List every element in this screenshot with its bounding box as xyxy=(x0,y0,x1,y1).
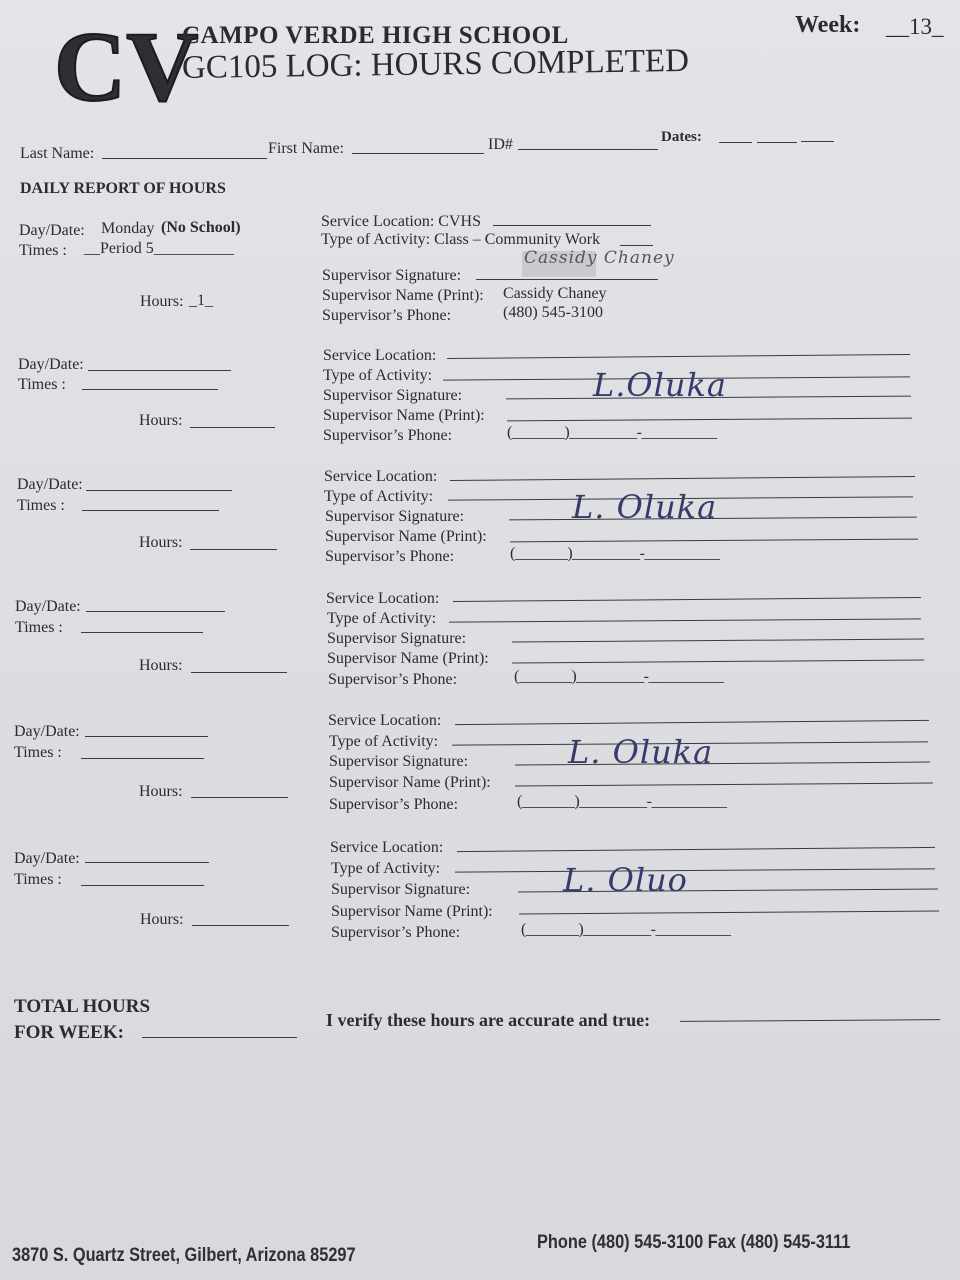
verify-signature-field[interactable] xyxy=(680,1019,940,1022)
hours-label: Hours: xyxy=(139,412,183,429)
hours-label: Hours: xyxy=(139,657,183,674)
service-location-label: Service Location: xyxy=(326,590,440,607)
hours-field[interactable] xyxy=(190,427,275,428)
section-title: DAILY REPORT OF HOURS xyxy=(20,180,226,197)
supervisor-phone-field[interactable]: (_______)_________-__________ xyxy=(517,793,727,810)
times-label: Times : xyxy=(18,376,66,393)
type-of-activity-label: Type of Activity: xyxy=(324,488,434,505)
logo-text: CV xyxy=(54,11,199,122)
type-of-activity-field[interactable] xyxy=(449,618,921,622)
day-date-field[interactable] xyxy=(86,611,225,612)
supervisor-name-field[interactable] xyxy=(510,539,918,543)
times-field[interactable] xyxy=(82,389,218,390)
supervisor-name-label: Supervisor Name (Print): xyxy=(323,407,485,424)
supervisor-name-field[interactable] xyxy=(507,418,912,422)
supervisor-phone-value: (480) 545-3100 xyxy=(503,304,603,321)
day-date-label: Day/Date: xyxy=(19,222,85,239)
supervisor-phone-field[interactable]: (_______)_________-__________ xyxy=(510,545,720,562)
service-location-label: Service Location: xyxy=(323,347,437,364)
total-hours-label: TOTAL HOURS xyxy=(14,996,151,1017)
supervisor-signature-label: Supervisor Signature: xyxy=(331,881,471,898)
times-label: Times : xyxy=(19,242,67,259)
type-of-activity-label: Type of Activity: xyxy=(329,733,439,750)
times-field[interactable] xyxy=(82,510,219,511)
week-label: Week: xyxy=(795,12,861,38)
type-of-activity-label: Type of Activity: xyxy=(331,860,441,877)
supervisor-name-field[interactable] xyxy=(519,911,939,915)
type-of-activity-label: Type of Activity: xyxy=(323,367,433,384)
times-field[interactable] xyxy=(81,885,204,886)
supervisor-phone-field[interactable]: (_______)_________-__________ xyxy=(507,424,717,441)
service-location-label: Service Location: xyxy=(324,468,438,485)
supervisor-name-label: Supervisor Name (Print): xyxy=(325,528,487,545)
type-of-activity-label: Type of Activity: xyxy=(327,610,437,627)
supervisor-name-value: Cassidy Chaney xyxy=(503,285,607,302)
supervisor-phone-label: Supervisor’s Phone: xyxy=(325,548,455,565)
supervisor-name-label: Supervisor Name (Print): xyxy=(331,903,493,920)
supervisor-phone-field[interactable]: (_______)_________-__________ xyxy=(514,668,724,685)
supervisor-signature: L. Oluo xyxy=(563,861,688,899)
supervisor-name-label: Supervisor Name (Print): xyxy=(327,650,489,667)
supervisor-signature: L. Oluka xyxy=(568,733,714,771)
times-field[interactable] xyxy=(81,632,203,633)
verify-label: I verify these hours are accurate and true: xyxy=(326,1010,651,1030)
times-label: Times : xyxy=(17,497,65,514)
hours-value: _1_ xyxy=(189,292,213,309)
supervisor-phone-label: Supervisor’s Phone: xyxy=(323,427,453,444)
form-title: GC105 LOG: HOURS COMPLETED xyxy=(181,42,690,86)
dates-field-1[interactable] xyxy=(719,142,752,143)
last-name-field[interactable] xyxy=(102,158,267,159)
total-hours-label-line2: FOR WEEK: xyxy=(14,1022,124,1043)
dates-label: Dates: xyxy=(661,129,702,145)
day-date-field[interactable] xyxy=(85,862,209,863)
type-of-activity-field[interactable] xyxy=(455,868,935,872)
supervisor-phone-label: Supervisor’s Phone: xyxy=(331,924,461,941)
hours-label: Hours: xyxy=(140,911,184,928)
service-location-value: Service Location: CVHS xyxy=(321,213,481,230)
first-name-label: First Name: xyxy=(268,140,344,157)
supervisor-name-field[interactable] xyxy=(512,660,924,664)
day-date-field[interactable] xyxy=(85,736,208,737)
id-label: ID# xyxy=(488,136,513,153)
service-location-field[interactable] xyxy=(450,476,915,481)
service-location-field[interactable] xyxy=(453,597,921,602)
school-logo xyxy=(52,11,199,122)
dates-field-2[interactable] xyxy=(757,142,797,143)
footer-address: 3870 S. Quartz Street, Gilbert, Arizona 85297 xyxy=(12,1245,356,1266)
service-location-field[interactable] xyxy=(493,225,651,226)
total-hours-field[interactable] xyxy=(142,1037,297,1038)
supervisor-name-field[interactable] xyxy=(515,783,933,787)
day-date-value: Monday xyxy=(101,220,155,237)
supervisor-phone-label: Supervisor’s Phone: xyxy=(328,671,458,688)
type-of-activity-value: Type of Activity: Class – Community Work xyxy=(321,231,601,248)
last-name-label: Last Name: xyxy=(20,145,95,162)
service-location-field[interactable] xyxy=(455,720,929,725)
times-field[interactable] xyxy=(81,758,204,759)
school-name: CAMPO VERDE HIGH SCHOOL xyxy=(182,22,569,49)
first-name-field[interactable] xyxy=(352,153,484,154)
day-date-label: Day/Date: xyxy=(14,850,80,867)
hours-field[interactable] xyxy=(190,549,277,550)
supervisor-signature-label: Supervisor Signature: xyxy=(322,267,462,284)
id-field[interactable] xyxy=(518,149,658,150)
day-date-label: Day/Date: xyxy=(17,476,83,493)
supervisor-phone-field[interactable]: (_______)_________-__________ xyxy=(521,921,731,938)
supervisor-signature: L.Oluka xyxy=(593,366,727,404)
supervisor-name-label: Supervisor Name (Print): xyxy=(322,287,484,304)
hours-label: Hours: xyxy=(139,783,183,800)
footer-phone-fax: Phone (480) 545-3100 Fax (480) 545-3111 xyxy=(537,1232,851,1253)
day-date-field[interactable] xyxy=(86,490,232,491)
supervisor-signature-field[interactable] xyxy=(512,639,924,643)
service-location-field[interactable] xyxy=(457,847,935,852)
week-value: __13_ xyxy=(886,14,944,39)
supervisor-signature: Cassidy Chaney xyxy=(524,248,675,268)
day-date-label: Day/Date: xyxy=(18,356,84,373)
supervisor-name-label: Supervisor Name (Print): xyxy=(329,774,491,791)
times-value: __Period 5__________ xyxy=(84,240,234,257)
hours-field[interactable] xyxy=(191,672,287,673)
dates-field-3[interactable] xyxy=(801,141,834,142)
supervisor-signature: L. Oluka xyxy=(572,488,718,526)
hours-label: Hours: xyxy=(139,534,183,551)
service-location-field[interactable] xyxy=(447,354,910,359)
service-location-label: Service Location: xyxy=(330,839,444,856)
service-location-label: Service Location: xyxy=(328,712,442,729)
hours-field[interactable] xyxy=(191,797,288,798)
type-of-activity-field[interactable] xyxy=(620,245,653,246)
supervisor-signature-label: Supervisor Signature: xyxy=(325,508,465,525)
supervisor-signature-field[interactable] xyxy=(476,279,658,280)
day-date-label: Day/Date: xyxy=(14,723,80,740)
supervisor-phone-label: Supervisor’s Phone: xyxy=(322,307,452,324)
supervisor-signature-label: Supervisor Signature: xyxy=(327,630,467,647)
day-date-field[interactable] xyxy=(88,370,231,371)
times-label: Times : xyxy=(14,744,62,761)
times-label: Times : xyxy=(15,619,63,636)
times-label: Times : xyxy=(14,871,62,888)
day-date-note: (No School) xyxy=(161,219,241,236)
hours-label: Hours: xyxy=(140,293,184,310)
supervisor-phone-label: Supervisor’s Phone: xyxy=(329,796,459,813)
supervisor-signature-label: Supervisor Signature: xyxy=(329,753,469,770)
hours-field[interactable] xyxy=(192,925,289,926)
day-date-label: Day/Date: xyxy=(15,598,81,615)
supervisor-signature-label: Supervisor Signature: xyxy=(323,387,463,404)
